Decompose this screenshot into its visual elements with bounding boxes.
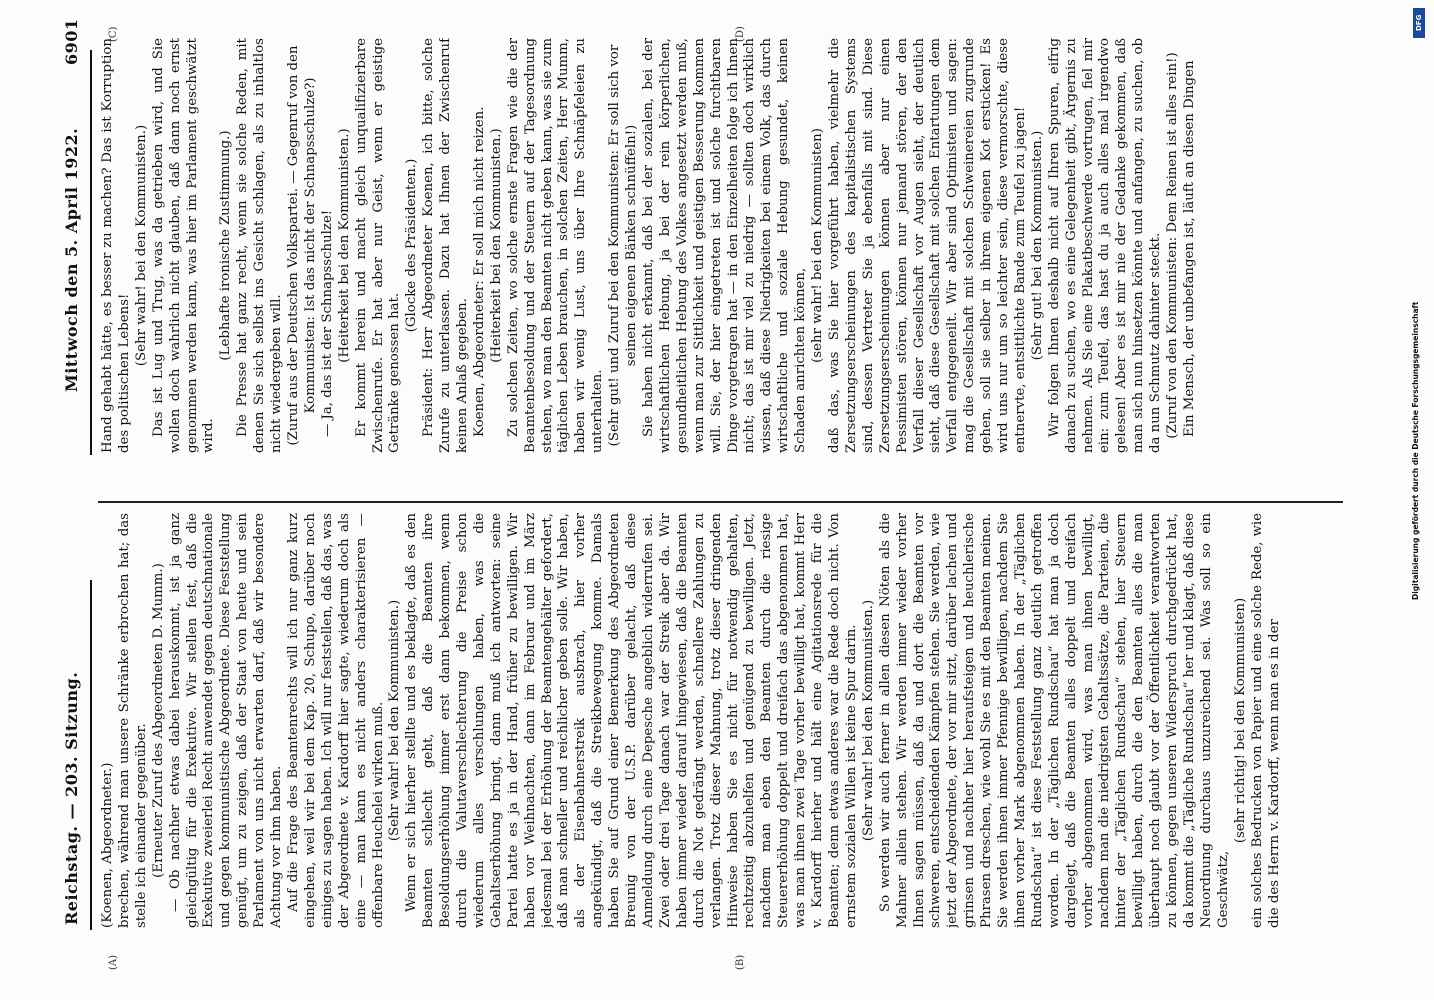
paragraph: daß das, was Sie hier vorgeführt haben, vielmehr die Zersetzungserscheinungen des kapitalistischen Systems sind, dessen Vertreter Sie ja ebenfalls mit sind. Diese Zersetzungserscheinungen können aber nur einen Pessimisten stören, können nur jemand stören, der den Verfall dieser Gesellschaft vor Augen sieht, der deutlich sieht, daß diese Gesellschaft mit solchen Entartungen dem Verfall entgegeneilt. Wir aber sind Optimisten und sagen: mag die Gesellschaft mit solchen Schweinereien zugrunde gehen, soll sie selber in ihrem eigenen Kot ersticken! Es wird uns nur um so leichter sein, diese vermorschte, diese entnervte, entsittlichte Bande zum Teufel zu jagen! [826,38,1028,453]
speaker-continuation: (Koenen, Abgeordneter.) [100,762,115,928]
paragraph: Die Presse hat ganz recht, wenn sie solche Reden, mit denen Sie sich selbst ins Gesicht schlagen, als zu inhaltlos nicht wiedergeben will. [235,38,285,453]
interjection: (Zuruf aus der Deutschen Volkspartei. — Gegenruf von den Kommunisten: Ist das nicht der Schnapsschulze?) [285,45,318,446]
margin-mark-a: (A) [108,954,119,970]
interjection: (Sehr gut! bei den Kommunisten.) [1029,130,1045,361]
text-column-right [100,38,1340,453]
paragraph: Wir folgen Ihnen deshalb nicht auf Ihren Spuren, eifrig danach zu suchen, wo es eine Gelegenheit gibt, Ärgernis zu nehmen. Als Sie eine Plakatbeschwerde vortrugen, fiel mir ein: zum Teufel, das hast du ja auch alles mal irgendwo gelesen! Aber es ist mir nie der Gedanke gekommen, daß man sich nun hinsetzen könnte und anfangen, zu suchen, ob da nun Schmutz dahinter steckt. [1046,38,1164,453]
paragraph: Er kommt herein und macht gleich unqualifizierbare Zwischenrufe. Er hat aber nur Geist, wenn er geistige Getränke genossen hat. [353,38,403,453]
margin-mark-b: (B) [735,954,746,970]
interjection: (Heiterkeit bei den Kommunisten.) [336,128,352,363]
margin-mark-c: (C) [108,26,119,42]
interjection: (Sehr gut! und Zuruf bei den Kommunisten: Er soll sich vor seinen eigenen Bänken schnüffeln!) [607,44,640,447]
dfg-logo: DFG [1413,8,1425,38]
interjection: (Glocke des Präsidenten.) [404,158,420,333]
margin-mark-d: (D) [735,26,746,42]
running-header-date: Mittwoch den 5. April 1922. [62,127,81,392]
text-column-left [100,513,1340,928]
interjection: (Sehr wahr! bei den Kommunisten.) [133,124,149,367]
paragraph: ein solches Bedrucken von Papier und eine solche Rede, wie die des Herrn v. Kardorff, wenn man es in der [1249,513,1282,928]
running-header-left: Reichstag. — 203. Sitzung. [62,671,81,925]
speaker-line: Koenen, Abgeordneter: Er soll mich nicht reizen. [471,106,487,437]
paragraph: Das ist Lug und Trug, was da getrieben wird, und Sie wollen doch wahrlich nicht glauben, daß dann noch ernst genommen werden kann, was hier im Parlament geschwätzt wird. [150,38,217,453]
paragraph: — Ob nachher etwas dabei herauskommt, ist ja ganz gleichgültig für die Exekutive. Wir stellen fest, daß die Exekutive zweierlei Recht anwendet gegen deutschnationale und gegen kommunistische Abgeordnete. Diese Feststellung genügt, um zu zeigen, daß der Staat von heute und sein Parlament von uns nicht erwarten darf, daß wir besondere Achtung vor ihm haben. [167,513,285,928]
paragraph: Wenn er sich hierher stellte und es beklagte, daß es den Beamten schlecht geht, daß die Beamten ihre Besoldungserhöhung immer erst dann bekommen, wenn durch die Valutaverschlechterung die Preise schon wiederum alles verschlungen haben, was die Gehaltserhöhung bringt, dann muß ich antworten: seine Partei hatte es ja in der Hand, früher zu bewilligen. Wir haben vor Weihnachten, dann im Februar und im März jedesmal bei der Erhöhung der Beamtengehälter gefordert, daß man schneller und reichlicher geben solle. Wir haben, als der Eisenbahnerstreik ausbrach, hier vorher angekündigt, daß die Streikbewegung komme. Damals haben Sie auf Grund einer Bemerkung des Abgeordneten Breunig von der U.S.P. darüber gelacht, daß diese Anmeldung durch eine Depesche angeblich widerrufen sei. Zwei oder drei Tage danach war der Streik aber da. Wir haben immer wieder darauf hingewiesen, daß die Beamten durch die Not gedrängt werden, schnellere Zahlungen zu verlangen. Trotz dieser Mahnung, trotz dieser dringenden Hinweise haben Sie es nicht für notwendig gehalten, rechtzeitig abzuhelfen und genügend zu bewilligen. Jetzt, nachdem man eben den Beamten durch die riesige Steuererhöhung doppelt und dreifach das abgenommen hat, was man ihnen zwei Tage vorher bewilligt hat, kommt Herr v. Kardorff hierher und hält eine Agitationsrede für die Beamten; denn etwas anderes war die Rede doch nicht. Von ernstem sozialen Willen ist keine Spur darin. [404,513,859,928]
president-remark: Präsident: Herr Abgeordneter Koenen, ich bitte, solche Zurufe zu unterlassen. Dazu hat Ihnen der Zwischenruf keinen Anlaß gegeben. [421,38,471,453]
interjection: (sehr richtig! bei den Kommunisten) [1232,597,1248,844]
header-rule-left [90,580,92,930]
interjection: (Erneuter Zuruf des Abgeordneten D. Mumm.) [150,563,166,878]
interjection: (Zuruf von den Kommunisten: Dem Reinen ist alles rein!) [1165,52,1181,439]
page-number: 6901 [62,18,81,65]
paragraph: brechen, während man unsere Schränke erbrochen hat; das stelle ich einander gegenüber. [116,513,149,928]
paragraph: Sie haben nicht erkannt, daß bei der sozialen, bei der wirtschaftlichen Hebung, ja bei der rein körperlichen, gesundheitlichen Hebung des Volkes angesetzt werden muß, wenn man zur Sittlichkeit und geistigen Besserung kommen will. Sie, der hier eingetreten ist und solche furchtbaren Dinge vorgetragen hat — in den Einzelheiten folge ich Ihnen nicht; das ist mir viel zu niedrig — sollten doch wirklich wissen, daß diese Niedrigkeiten bei einem Volk, das durch wirtschaftliche und soziale Hebung gesundet, keinen Schaden anrichten können, [641,38,809,453]
interjection: (Sehr wahr! bei den Kommunisten.) [387,599,403,842]
interjection: (Lebhafte ironische Zustimmung.) [218,130,234,361]
column-divider [98,502,1343,504]
paragraph: — Ja, das ist der Schnapsschulze! [319,209,335,437]
digitization-credit: Digitalisierung gefördert durch die Deutsche Forschungsgemeinschaft [1411,301,1420,600]
paragraph: Ein Mensch, der unbefangen ist, läuft an diesen Dingen [1182,60,1197,437]
paragraph: So werden wir auch ferner in allen diesen Nöten als die Mahner allein stehen. Wir werden immer wieder vorher Ihnen sagen müssen, daß da und dort die Beamten vor schweren, entscheidenden Kämpfen stehen. Sie werden, wie jetzt der Abgeordnete, der vor mir sitzt, darüber lachen und grinsen und nachher hier heraufsteigen und heuchlerische Phrasen dreschen, wie wohl Sie es mit den Beamten meinen. Sie werden ihnen immer Pfennige bewilligen, nachdem Sie ihnen vorher Mark abgenommen haben. In der „Täglichen Rundschau“ ist diese Feststellung ganz deutlich getroffen worden. In der „Täglichen Rundschau“ hat man ja doch dargelegt, daß die Beamten alles doppelt und dreifach vorher abgenommen wird, was man ihnen bewilligt, nachdem man die niedrigsten Gehaltssätze, die Parteien, die hinter der „Täglichen Rundschau“ stehen, hier Steuern bewilligt haben, durch die den Beamten alles die man überhaupt noch glaubt vor der Öffentlichkeit verantworten zu können, gegen unseren Widerspruch durchgedrückt hat, da kommt die „Tägliche Rundschau“ her und klagt, daß diese Neuordnung durchaus unzureichend sei. Was soll so ein Geschwätz, [877,513,1231,928]
interjection: (sehr wahr! bei den Kommunisten) [810,128,826,363]
paragraph: Hand gehabt hätte, es besser zu machen? Das ist Korruption des politischen Lebens! [100,38,132,453]
interjection: (Heiterkeit bei den Kommunisten.) [488,128,504,363]
paragraph: Auf die Frage des Beamtenrechts will ich nur ganz kurz eingehen, weil wir bei dem Kap. 20, Schupo, darüber noch einiges zu sagen haben. Ich will nur feststellen, daß das, was der Abgeordnete v. Kardorff hier sagte, wiederum doch als eine — man kann es nicht anders charakterisieren — offenbare Heuchelei wirken muß. [285,513,386,928]
interjection: (Sehr wahr! bei den Kommunisten.) [860,599,876,842]
paragraph: Zu solchen Zeiten, wo solche ernste Fragen wie die der Beamtenbesoldung und der Steuern auf der Tagesordnung stehen, wo man den Beamten nicht geben kann, was sie zum täglichen Leben brauchen, in solchen Zeiten, Herr Mumm, haben wir wenig Lust, uns über Ihre Schnäpfeleien zu unterhalten. [505,38,606,453]
header-rule-right [90,50,92,455]
